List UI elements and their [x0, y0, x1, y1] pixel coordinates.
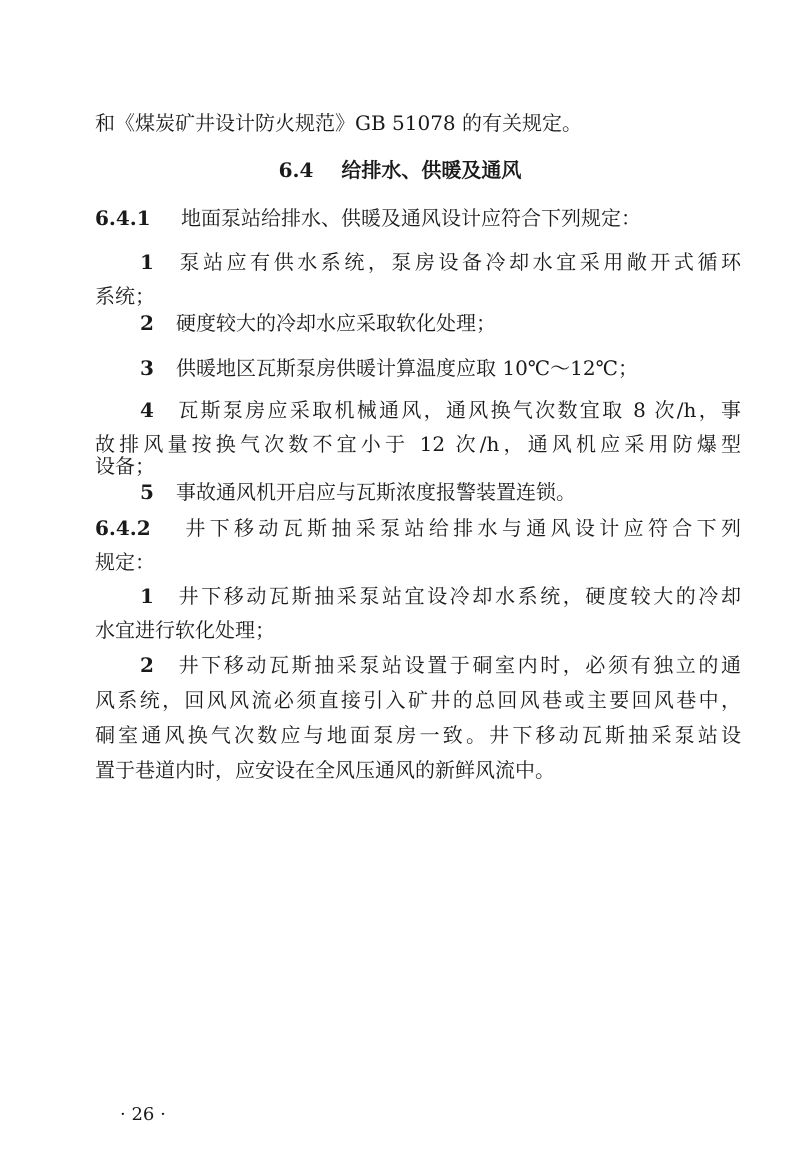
item-text-cont: 故排风量按换气次数不宜小于 12 次/h，通风机应采用防爆型 [95, 432, 741, 456]
section-number: 6.4 [278, 158, 314, 182]
intro-line: 和《煤炭矿井设计防火规范》GB 51078 的有关规定。 [95, 111, 583, 135]
page-number: · 26 · [120, 1104, 166, 1125]
item-text: 供暖地区瓦斯泵房供暖计算温度应取 10℃～12℃； [176, 356, 639, 380]
item-text-cont: 设备； [95, 454, 155, 478]
list-item [140, 582, 741, 610]
section-title: 给排水、供暖及通风 [341, 158, 522, 182]
list-item [140, 478, 741, 506]
item-text-cont: 系统； [95, 284, 155, 308]
clause-text: 井下移动瓦斯抽采泵站给排水与通风设计应符合下列 [181, 516, 741, 540]
list-item [140, 396, 741, 424]
item-text: 事故通风机开启应与瓦斯浓度报警装置连锁。 [176, 480, 576, 504]
item-number: 2 [140, 653, 154, 677]
item-text: 井下移动瓦斯抽采泵站宜设冷却水系统，硬度较大的冷却 [176, 584, 741, 608]
item-number: 1 [140, 250, 154, 274]
clause-number: 6.4.2 [95, 516, 151, 540]
item-text-cont: 水宜进行软化处理； [95, 618, 275, 642]
item-text-cont: 置于巷道内时，应安设在全风压通风的新鲜风流中。 [95, 758, 555, 782]
item-text-cont: 硐室通风换气次数应与地面泵房一致。井下移动瓦斯抽采泵站设 [95, 723, 741, 747]
clause-number: 6.4.1 [95, 206, 151, 230]
clause-text-cont: 规定： [95, 550, 155, 574]
item-text: 瓦斯泵房应采取机械通风，通风换气次数宜取 8 次/h，事 [176, 398, 741, 422]
item-number: 1 [140, 584, 154, 608]
clause-6-4-2 [95, 514, 741, 542]
list-item [140, 248, 741, 276]
item-text: 井下移动瓦斯抽采泵站设置于硐室内时，必须有独立的通 [176, 653, 741, 677]
item-text: 硬度较大的冷却水应采取软化处理； [176, 311, 496, 335]
item-text-cont: 风系统，回风风流必须直接引入矿井的总回风巷或主要回风巷中， [95, 688, 741, 712]
item-number: 4 [140, 398, 154, 422]
item-number: 3 [140, 356, 154, 380]
item-number: 5 [140, 480, 154, 504]
clause-text: 地面泵站给排水、供暖及通风设计应符合下列规定： [181, 206, 641, 230]
item-number: 2 [140, 311, 154, 335]
list-item [140, 309, 741, 337]
item-text: 泵站应有供水系统，泵房设备冷却水宜采用敞开式循环 [176, 250, 741, 274]
section-heading [0, 156, 800, 184]
list-item [140, 651, 741, 679]
clause-6-4-1 [95, 204, 741, 232]
list-item [140, 354, 741, 382]
